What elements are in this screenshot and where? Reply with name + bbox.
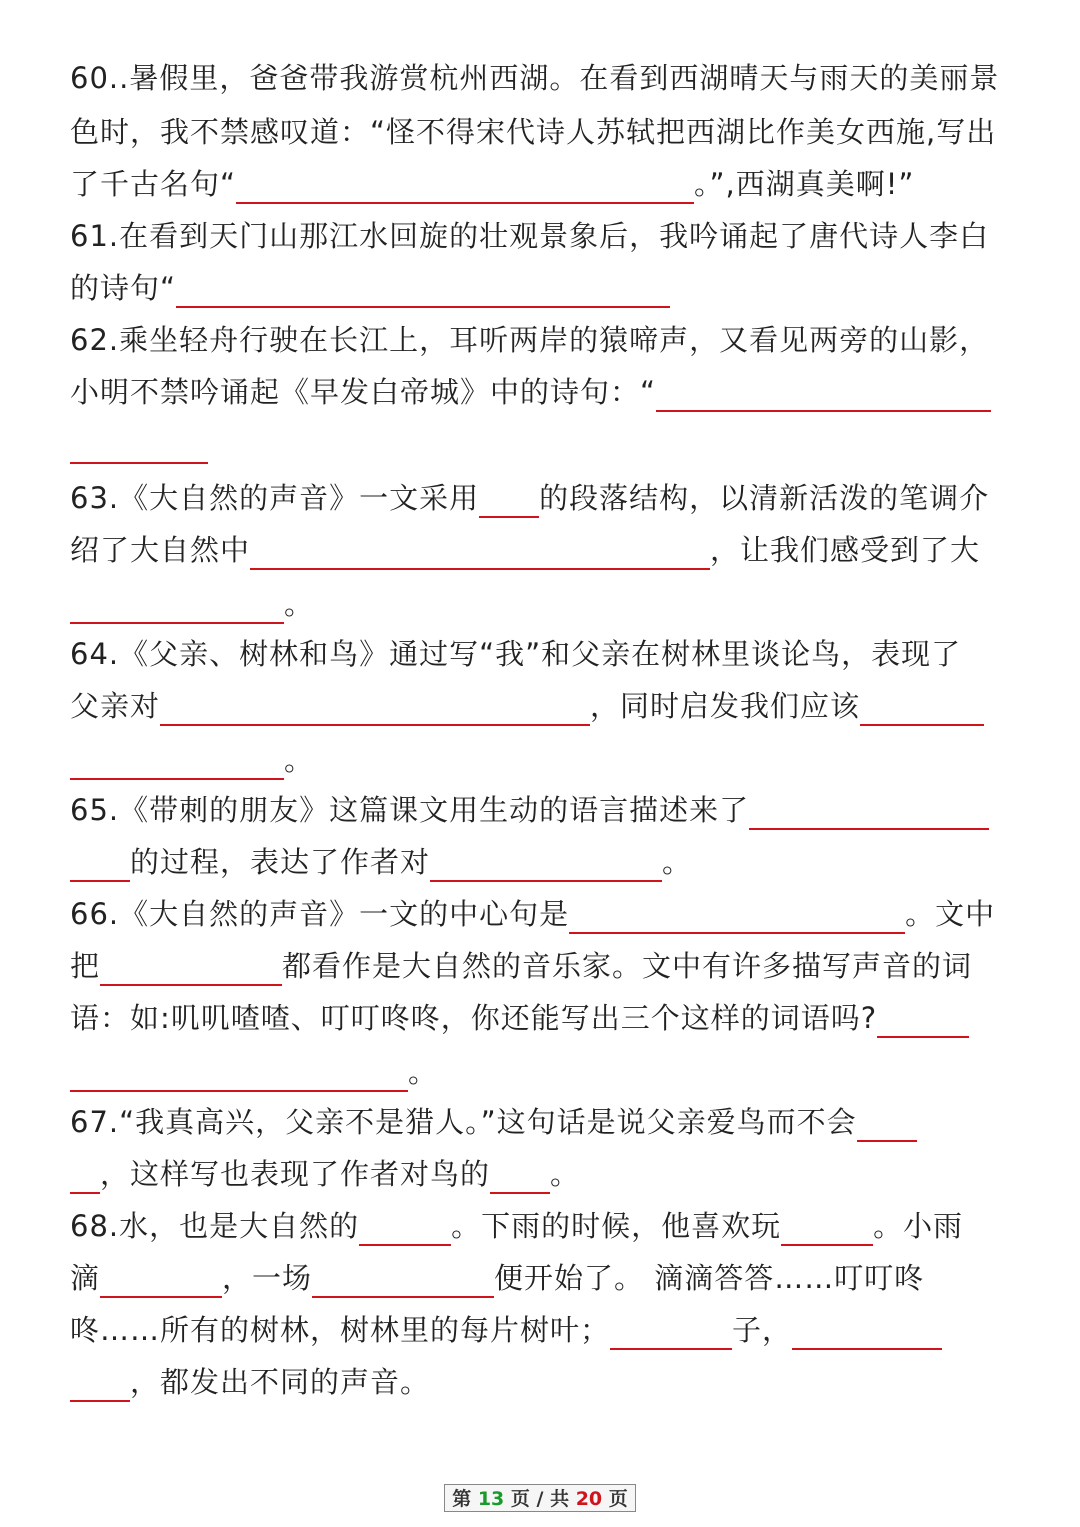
q67-text-2: ，这样写也表现了作者对鸟的 <box>100 1157 491 1191</box>
page-total: 20 <box>575 1488 603 1510</box>
page-prefix: 第 <box>452 1488 472 1510</box>
q64-blank-attitude[interactable] <box>160 688 590 726</box>
q60-answer-blank[interactable] <box>236 166 694 204</box>
q65-blank-feeling[interactable] <box>430 844 662 882</box>
q68-blank-6-cont[interactable] <box>70 1364 130 1402</box>
q62-answer-blank-cont[interactable] <box>70 426 208 464</box>
q62-line-1: 62.乘坐轻舟行驶在长江上，耳听两岸的猿啼声，又看见两旁的山影， <box>70 323 990 357</box>
q66-text-4: 都看作是大自然的音乐家。文中有许多描写声音的词 <box>282 949 973 983</box>
page-suffix: 页 <box>608 1488 628 1510</box>
q64-line-1: 64.《父亲、树林和鸟》通过写“我”和父亲在树林里谈论鸟，表现了 <box>70 637 962 671</box>
q63-line-1 <box>70 478 1020 518</box>
q63-text-2: 的段落结构，以清新活泼的笔调介 <box>539 481 990 515</box>
q64-text: 父亲对 <box>70 689 161 723</box>
q62-line-2 <box>70 372 1020 412</box>
q60-line-2: 色时，我不禁感叹道：“怪不得宋代诗人苏轼把西湖比作美女西施,写出 <box>70 115 997 149</box>
q61-line-1: 61.在看到天门山那江水回旋的壮观景象后，我吟诵起了唐代诗人李白 <box>70 219 990 253</box>
q68-text-8: 子， <box>732 1313 793 1347</box>
q66-blank-words[interactable] <box>877 1000 969 1038</box>
page-current: 13 <box>477 1488 505 1510</box>
q65-line-1 <box>70 790 1020 830</box>
q66-blank-words-cont[interactable] <box>70 1054 408 1092</box>
q66-period: 。 <box>408 1055 439 1089</box>
q66-blank-central-sentence[interactable] <box>569 896 905 934</box>
q68-text-5: ，一场 <box>222 1261 313 1295</box>
q65-line-2 <box>70 842 1020 882</box>
q66-text-5: 语：如:叽叽喳喳、叮叮咚咚，你还能写出三个这样的词语吗? <box>70 1001 878 1035</box>
q64-text-2: ，同时启发我们应该 <box>590 689 861 723</box>
q68-blank-3[interactable] <box>100 1260 222 1298</box>
q65-blank-process-cont[interactable] <box>70 844 130 882</box>
q68-blank-2[interactable] <box>781 1208 873 1246</box>
q68-text-4: 滴 <box>70 1261 101 1295</box>
q63-text-3: 绍了大自然中 <box>70 533 251 567</box>
page-indicator <box>444 1484 636 1512</box>
page-mid: 页 / 共 <box>510 1488 570 1510</box>
q67-blank-action-cont[interactable] <box>70 1156 100 1194</box>
q67-period: 。 <box>550 1157 581 1191</box>
q66-line-2 <box>70 946 1020 986</box>
q68-blank-4[interactable] <box>312 1260 494 1298</box>
q66-text-3: 把 <box>70 949 101 983</box>
q68-line-3 <box>70 1310 1020 1350</box>
q67-blank-action[interactable] <box>857 1104 917 1142</box>
q63-line-2 <box>70 530 1020 570</box>
q62-answer-blank[interactable] <box>656 374 991 412</box>
q68-blank-1[interactable] <box>359 1208 451 1246</box>
q63-line-3 <box>70 584 1020 624</box>
q68-blank-5[interactable] <box>610 1312 732 1350</box>
q61-line-2 <box>70 268 1020 308</box>
q63-text: 63.《大自然的声音》一文采用 <box>70 481 480 515</box>
q68-line-2 <box>70 1258 1020 1298</box>
q68-text: 68.水，也是大自然的 <box>70 1209 360 1243</box>
q63-blank-feeling[interactable] <box>70 586 284 624</box>
q66-text-2: 。文中 <box>905 897 996 931</box>
q62-line-3 <box>70 424 1020 464</box>
q68-text-3: 。小雨 <box>873 1209 964 1243</box>
q60-text: 了千古名句“ <box>70 167 237 201</box>
q65-text: 65.《带刺的朋友》这篇课文用生动的语言描述来了 <box>70 793 750 827</box>
q63-blank-content[interactable] <box>250 532 710 570</box>
q66-line-1 <box>70 894 1020 934</box>
q67-line-2 <box>70 1154 1020 1194</box>
q66-line-4 <box>70 1052 1020 1092</box>
q64-period: 。 <box>284 743 315 777</box>
q61-text: 的诗句“ <box>70 271 177 305</box>
q67-text: 67.“我真高兴，父亲不是猎人。”这句话是说父亲爱鸟而不会 <box>70 1105 857 1139</box>
q63-blank-structure[interactable] <box>479 480 539 518</box>
q67-blank-feeling[interactable] <box>490 1156 550 1194</box>
q66-line-3 <box>70 998 1020 1038</box>
q63-text-4: ，让我们感受到了大 <box>710 533 981 567</box>
q68-text-6: 便开始了。 滴滴答答……叮叮咚 <box>494 1261 925 1295</box>
q66-text: 66.《大自然的声音》一文的中心句是 <box>70 897 570 931</box>
q65-blank-process[interactable] <box>749 792 989 830</box>
q64-blank-inspire-cont[interactable] <box>70 742 284 780</box>
q68-line-1 <box>70 1206 1020 1246</box>
q68-line-4 <box>70 1362 1020 1402</box>
q62-text: 小明不禁吟诵起《早发白帝城》中的诗句：“ <box>70 375 657 409</box>
q60-line-1: 60..暑假里，爸爸带我游赏杭州西湖。在看到西湖晴天与雨天的美丽景 <box>70 61 1000 95</box>
q61-answer-blank[interactable] <box>176 270 670 308</box>
q64-blank-inspire[interactable] <box>860 688 984 726</box>
q64-line-3 <box>70 740 1020 780</box>
q65-period: 。 <box>662 845 693 879</box>
q68-text-2: 。下雨的时候，他喜欢玩 <box>451 1209 782 1243</box>
q68-text-9: ，都发出不同的声音。 <box>130 1365 431 1399</box>
q66-blank-musicians[interactable] <box>100 948 282 986</box>
q65-text-2: 的过程，表达了作者对 <box>130 845 431 879</box>
q68-blank-6[interactable] <box>792 1312 942 1350</box>
q60-text-end: 。”,西湖真美啊!” <box>694 167 915 201</box>
q63-period: 。 <box>284 587 315 621</box>
q64-line-2 <box>70 686 1020 726</box>
q68-text-7: 咚……所有的树林，树林里的每片树叶； <box>70 1313 611 1347</box>
q67-line-1 <box>70 1102 1020 1142</box>
q60-line-3 <box>70 164 1020 204</box>
